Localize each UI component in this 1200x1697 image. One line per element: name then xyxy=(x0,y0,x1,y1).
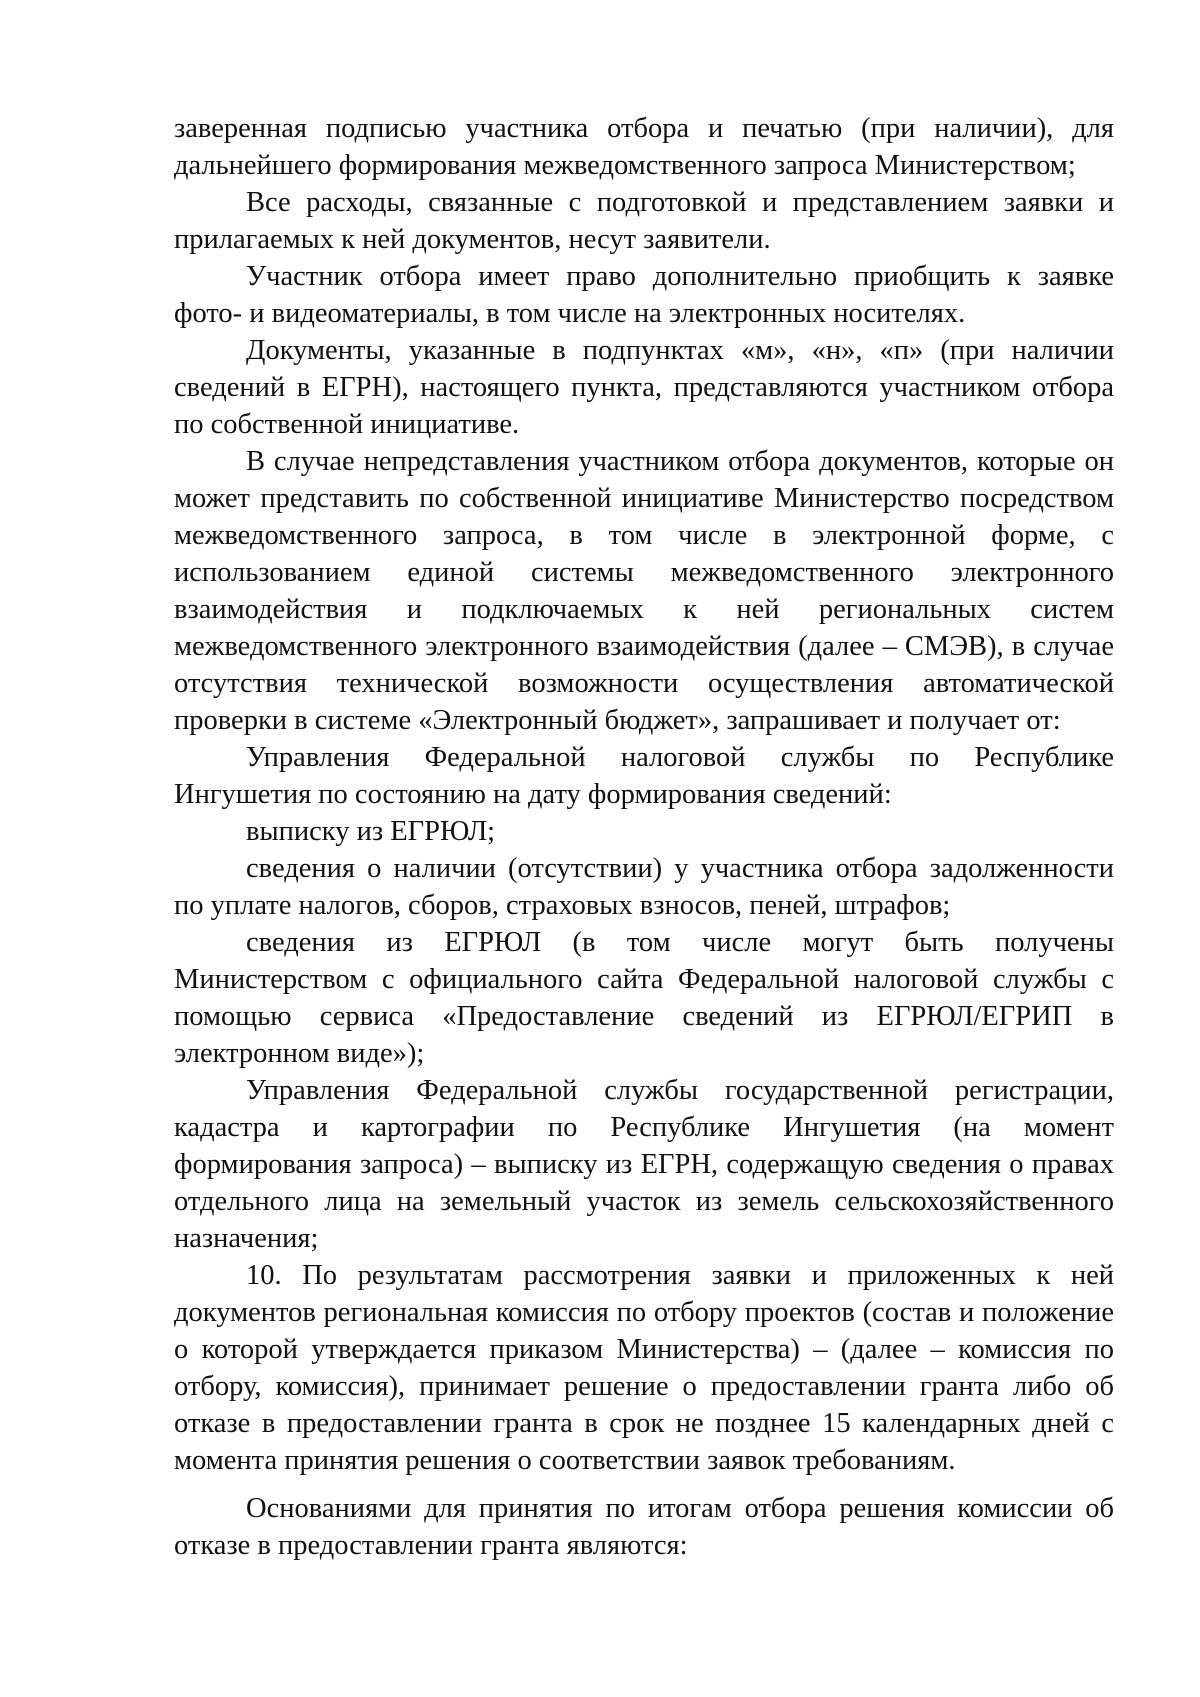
paragraph-registration-service: Управления Федеральной службы государственной регистрации, кадастра и картографии по Республике Ингушетия (на момент формирования запроса) – выписку из ЕГРН, содержащую сведения о правах отдельного лица на земельный участок из земель сельскохозяйственного назначения; xyxy=(174,1075,1114,1254)
paragraph-egrul-info: сведения из ЕГРЮЛ (в том числе могут быть получены Министерством с официального сайта Федеральной налоговой службы с помощью сервиса «Предоставление сведений из ЕГРЮЛ/ЕГРИП в электронном виде»); xyxy=(174,927,1114,1069)
paragraph-photo-video: Участник отбора имеет право дополнительно приобщить к заявке фото- и видеоматериалы, в том числе на электронных носителях. xyxy=(174,261,1114,329)
paragraph-expenses: Все расходы, связанные с подготовкой и представлением заявки и прилагаемых к ней документов, несут заявители. xyxy=(174,187,1114,255)
paragraph-tax-service: Управления Федеральной налоговой службы по Республике Ингушетия по состоянию на дату формирования сведений: xyxy=(174,742,1114,810)
paragraph-debt-info: сведения о наличии (отсутствии) у участника отбора задолженности по уплате налогов, сборов, страховых взносов, пеней, штрафов; xyxy=(174,853,1114,921)
document-body xyxy=(174,110,1114,1564)
paragraph-documents-initiative: Документы, указанные в подпунктах «м», «н», «п» (при наличии сведений в ЕГРН), настоящего пункта, представляются участником отбора по собственной инициативе. xyxy=(174,335,1114,440)
paragraph-item-10: 10. По результатам рассмотрения заявки и приложенных к ней документов региональная комиссия по отбору проектов (состав и положение о которой утверждается приказом Министерства) – (далее – комиссия по отбору, комиссия), принимает решение о предоставлении гранта либо об отказе в предоставлении гранта в срок не позднее 15 календарных дней с момента принятия решения о соответствии заявок требованиям. xyxy=(174,1260,1114,1476)
paragraph-egrul-extract: выписку из ЕГРЮЛ; xyxy=(246,816,496,847)
paragraph-non-submission: В случае непредставления участником отбора документов, которые он может представить по собственной инициативе Министерство посредством межведомственного запроса, в том числе в электронной форме, с использованием единой системы межведомственного электронного взаимодействия и подключаемых к ней региональных систем межведомственного электронного взаимодействия (далее – СМЭВ), в случае отсутствия технической возможности осуществления автоматической проверки в системе «Электронный бюджет», запрашивает и получает от: xyxy=(174,446,1114,736)
paragraph-certified-signature: заверенная подписью участника отбора и печатью (при наличии), для дальнейшего формирования межведомственного запроса Министерством; xyxy=(174,113,1114,181)
paragraph-refusal-grounds: Основаниями для принятия по итогам отбора решения комиссии об отказе в предоставлении гранта являются: xyxy=(174,1493,1114,1561)
